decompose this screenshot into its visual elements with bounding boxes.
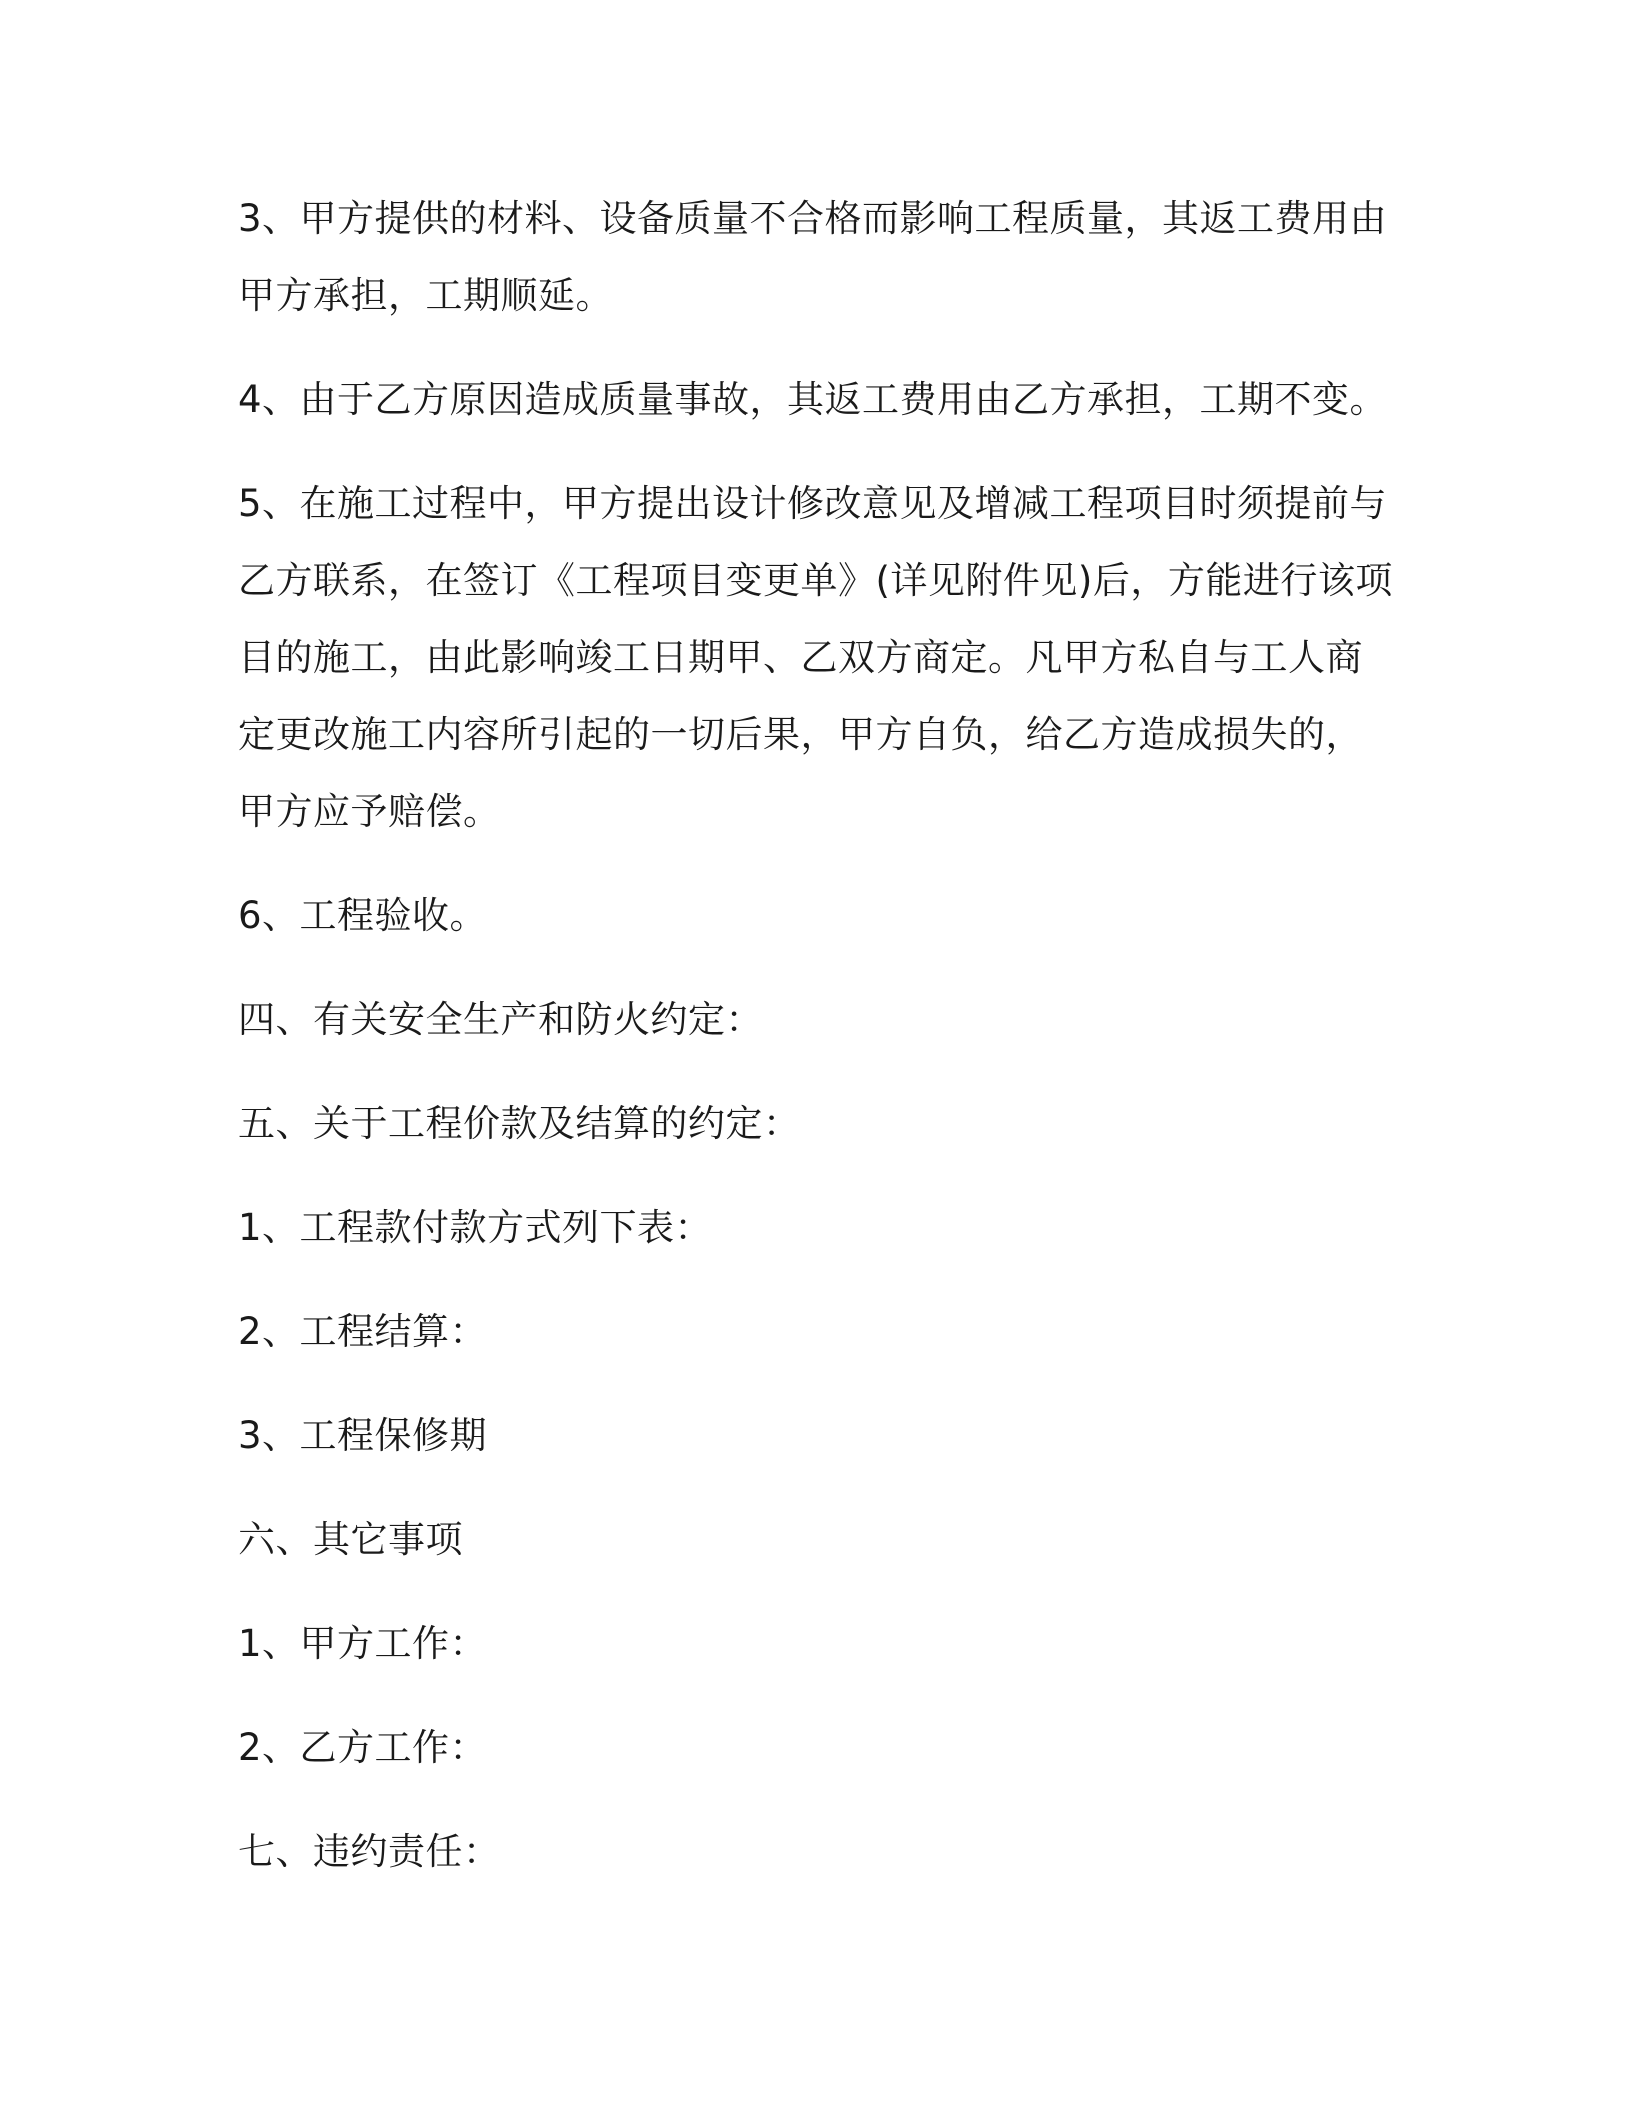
section-5-heading	[238, 1085, 1398, 1162]
item-settlement	[238, 1293, 1398, 1370]
text-line: 六、其它事项	[238, 1518, 463, 1561]
text-line: 3、甲方提供的材料、设备质量不合格而影响工程质量，其返工费用由	[238, 197, 1388, 240]
text-line: 甲方应予赔偿。	[238, 790, 501, 833]
clause-3-material-quality	[238, 180, 1398, 334]
text-line: 甲方承担，工期顺延。	[238, 274, 613, 317]
text-line: 1、甲方工作：	[238, 1622, 488, 1665]
item-payment-method	[238, 1189, 1398, 1266]
item-party-b-work	[238, 1709, 1398, 1786]
text-line: 5、在施工过程中，甲方提出设计修改意见及增减工程项目时须提前与	[238, 482, 1388, 525]
section-6-heading	[238, 1501, 1398, 1578]
text-line: 3、工程保修期	[238, 1414, 488, 1457]
clause-5-design-changes	[238, 465, 1398, 850]
clause-4-quality-accident	[238, 361, 1398, 438]
text-line: 七、违约责任：	[238, 1830, 501, 1873]
text-line: 五、关于工程价款及结算的约定：	[238, 1102, 801, 1145]
section-7-heading	[238, 1813, 1398, 1890]
text-line: 目的施工，由此影响竣工日期甲、乙双方商定。凡甲方私自与工人商	[238, 636, 1363, 679]
section-4-heading	[238, 981, 1398, 1058]
text-line: 四、有关安全生产和防火约定：	[238, 998, 763, 1041]
text-line: 定更改施工内容所引起的一切后果，甲方自负，给乙方造成损失的，	[238, 713, 1363, 756]
text-line: 1、工程款付款方式列下表：	[238, 1206, 713, 1249]
text-line: 6、工程验收。	[238, 894, 488, 937]
document-body	[238, 180, 1398, 1917]
text-line: 2、乙方工作：	[238, 1726, 488, 1769]
item-warranty-period	[238, 1397, 1398, 1474]
clause-6-acceptance	[238, 877, 1398, 954]
text-line: 乙方联系，在签订《工程项目变更单》(详见附件见)后，方能进行该项	[238, 559, 1393, 602]
text-line: 4、由于乙方原因造成质量事故，其返工费用由乙方承担，工期不变。	[238, 378, 1388, 421]
item-party-a-work	[238, 1605, 1398, 1682]
text-line: 2、工程结算：	[238, 1310, 488, 1353]
